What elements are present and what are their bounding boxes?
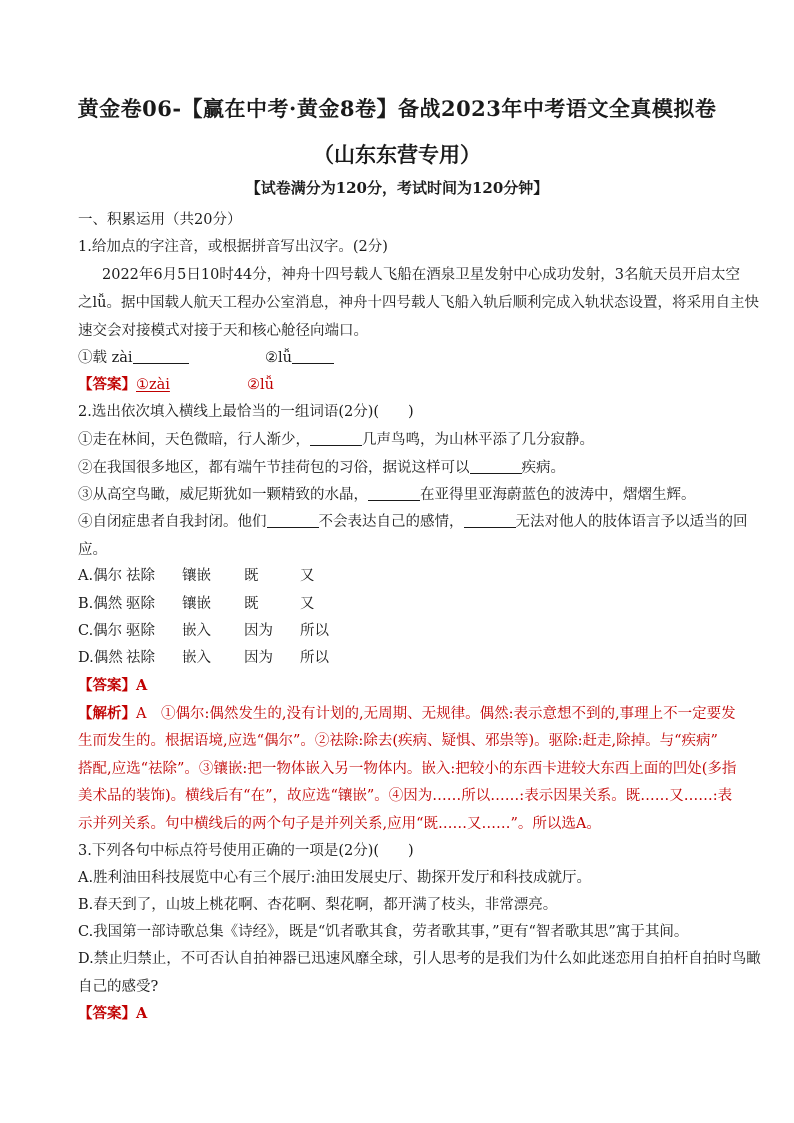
exam-title-region: （山东东营专用） [313,142,481,167]
q2-analysis [78,704,736,724]
q2-option-b[interactable] [78,594,315,614]
q3-option-d[interactable]: D.禁止归禁止，不可否认自拍神器已迅速风靡全球，引人思考的是我们为什么如此迷恋用自拍杆自拍时鸟瞰 [78,951,761,967]
q1-blanks [78,348,189,368]
q2-sentence-text: 几声鸟鸣，为山林平添了几分寂静。 [362,432,594,448]
option-word: B.偶然 [78,596,123,612]
analysis-text: 搭配,应选“祛除”。③镶嵌:把一物体嵌入另一物体内。嵌入:把较小的东西卡进较大东西上面的凹处(多指 [78,761,737,777]
q2-stem: 2.选出依次填入横线上最恰当的一组词语(2分)( ) [78,404,414,420]
option-word: 镶嵌 [182,596,211,612]
q1-answer [78,375,170,395]
q2-sentence [78,430,594,450]
analysis-text: 生而发生的。根据语境,应选“偶尔”。②祛除:除去(疾病、疑惧、邪祟等)。驱除:赶走,除掉。与“疾病” [78,733,718,749]
analysis-text: 美术品的装饰)。横线后有“在”，故应选“镶嵌”。④因为……所以……:表示因果关系。既……又……:表 [78,788,733,804]
analysis-text: A ①偶尔:偶然发生的,没有计划的,无周期、无规律。偶然:表示意想不到的,事理上不一定要发 [136,706,736,722]
analysis-text: 示并列关系。句中横线后的两个句子是并列关系,应用“既……又……”。所以选A。 [78,816,601,832]
option-word: 既 [244,568,259,584]
q2-sentence [78,485,696,505]
q1-blank2[interactable] [292,349,334,364]
q1-blank2-label: ②lǚ [265,350,292,366]
option-word: C.偶尔 [78,623,123,639]
option-word: 镶嵌 [182,568,211,584]
option-word: 驱除 [126,623,155,639]
q1-answer1: ①zài [136,377,170,393]
q2-sentence-text: ②在我国很多地区，都有端午节挂荷包的习俗，据说这样可以 [78,460,470,476]
answer-tag: 【答案】 [78,376,136,393]
q1-blank1[interactable] [133,349,189,364]
q2-blank[interactable] [310,431,362,446]
q2-sentence-text: ③从高空鸟瞰，威尼斯犹如一颗精致的水晶， [78,487,368,503]
q1-stem: 1.给加点的字注音，或根据拼音写出汉字。(2分) [78,239,388,255]
q2-sentence-text: ④自闭症患者自我封闭。他们 [78,514,267,530]
q1-blank1-label: ①载 zài [78,350,133,366]
option-word: 所以 [300,650,329,666]
q2-sentence [78,458,565,478]
q3-option-c[interactable]: C.我国第一部诗歌总集《诗经》，既是“饥者歌其食，劳者歌其事，”更有“智者歌其思”寓于其间。 [78,924,689,940]
q1-answer2: ②lǚ [247,377,274,393]
answer-value: A [136,677,148,694]
q3-stem: 3.下列各句中标点符号使用正确的一项是(2分)( ) [78,843,414,859]
q3-answer [78,1004,147,1024]
option-word: 嵌入 [182,623,211,639]
exam-title: 黄金卷06-【赢在中考·黄金8卷】备战2023年中考语文全真模拟卷 [77,96,717,121]
option-word: 驱除 [126,596,155,612]
q3-option-d-cont: 自己的感受? [78,979,159,995]
option-word: 祛除 [126,650,155,666]
q2-blank[interactable] [470,459,522,474]
q2-blank[interactable] [368,486,420,501]
q3-option-a[interactable]: A.胜利油田科技展览中心有三个展厅:油田发展史厅、勘探开发厅和科技成就厅。 [78,870,591,886]
q1-passage-line: 速交会对接模式对接于天和核心舱径向端口。 [78,323,368,339]
q2-sentence-text: 无法对他人的肢体语言予以适当的回 [515,514,748,530]
q2-blank[interactable] [267,513,319,528]
q2-answer [78,676,147,696]
option-word: 既 [244,596,259,612]
answer-value: A [136,1005,148,1022]
option-word: A.偶尔 [78,568,123,584]
option-word: 又 [300,596,315,612]
answer-tag: 【答案】 [78,677,136,694]
option-word: 又 [300,568,315,584]
q2-option-d[interactable] [78,648,329,668]
q2-sentence-text: 疾病。 [521,460,565,476]
option-word: 嵌入 [182,650,211,666]
q3-option-b[interactable]: B.春天到了，山坡上桃花啊、杏花啊、梨花啊，都开满了枝头，非常漂亮。 [78,897,558,913]
q2-sentence [78,512,748,532]
q2-sentence-text: 在亚得里亚海蔚蓝色的波涛中，熠熠生辉。 [420,487,696,503]
q1-passage-line: 之lǚ。据中国载人航天工程办公室消息，神舟十四号载人飞船入轨后顺利完成入轨状态设置，将采用自主快 [78,295,759,311]
option-word: 因为 [244,650,273,666]
option-word: 所以 [300,623,329,639]
q1-passage-line: 2022年6月5日10时44分，神舟十四号载人飞船在酒泉卫星发射中心成功发射，3名航天员开启太空 [102,267,740,283]
q2-sentence-text: 不会表达自己的感情， [318,514,464,530]
analysis-tag: 【解析】 [78,705,136,722]
q2-option-c[interactable] [78,621,329,641]
option-word: 祛除 [126,568,155,584]
section-heading: 一、积累运用（共20分） [78,212,242,228]
q2-sentence-end: 应。 [78,542,107,558]
q2-sentence-text: ①走在林间，天色微暗，行人渐少， [78,432,310,448]
q1-blanks-2 [265,348,334,368]
q2-blank[interactable] [464,513,516,528]
exam-info: 【试卷满分为120分，考试时间为120分钟】 [245,179,549,197]
answer-tag: 【答案】 [78,1005,136,1022]
q2-option-a[interactable] [78,566,315,586]
option-word: 因为 [244,623,273,639]
option-word: D.偶然 [78,650,123,666]
